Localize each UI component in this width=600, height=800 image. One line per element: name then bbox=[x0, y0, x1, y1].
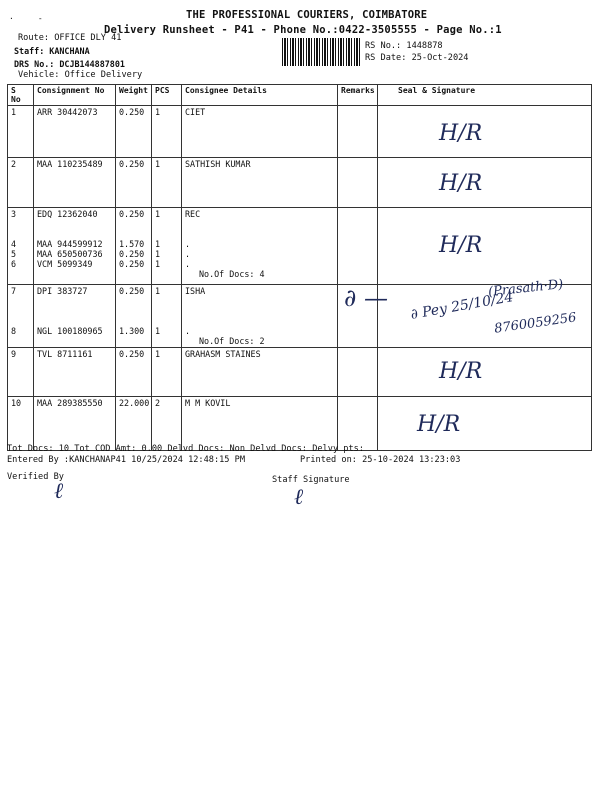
staff-text: Staff: KANCHANA bbox=[14, 46, 90, 56]
cell-line: 4 bbox=[11, 239, 17, 249]
handwritten-hr-signature: H/R bbox=[439, 171, 483, 196]
cell-line bbox=[37, 219, 112, 229]
cell-line: 0.250 bbox=[119, 159, 145, 169]
staff-signature-label: Staff Signature bbox=[272, 475, 350, 485]
cell-line bbox=[119, 296, 148, 306]
cell-line: 1.570 bbox=[119, 239, 145, 249]
cell-line: 8 bbox=[11, 326, 17, 336]
cell-cons bbox=[34, 348, 116, 397]
cell-pcs bbox=[152, 158, 182, 208]
col-seal-signature: Seal & Signature bbox=[378, 85, 592, 106]
cell-line: SATHISH KUMAR bbox=[185, 159, 251, 169]
cell-line bbox=[11, 316, 30, 326]
col-pcs: PCS bbox=[152, 85, 182, 106]
cell-details bbox=[182, 348, 338, 397]
cell-sno bbox=[8, 285, 34, 348]
cell-line bbox=[155, 316, 178, 326]
cell-weight bbox=[116, 397, 152, 451]
cell-sno bbox=[8, 158, 34, 208]
cell-details bbox=[182, 285, 338, 348]
cell-line bbox=[37, 306, 112, 316]
cell-line: 2 bbox=[155, 398, 161, 408]
cell-line bbox=[37, 229, 112, 239]
cell-line bbox=[37, 316, 112, 326]
cell-pcs bbox=[152, 397, 182, 451]
runsheet-table bbox=[7, 84, 592, 451]
cell-line: 1 bbox=[155, 107, 161, 117]
cell-remarks bbox=[338, 106, 378, 158]
cell-cons bbox=[34, 106, 116, 158]
cell-line bbox=[11, 306, 30, 316]
cell-line: 0.250 bbox=[119, 349, 145, 359]
cell-line bbox=[155, 229, 178, 239]
rs-date: RS Date: 25-Oct-2024 bbox=[365, 53, 469, 63]
table-row bbox=[8, 158, 592, 208]
route-text: Route: OFFICE DLY 41 bbox=[18, 33, 122, 43]
cell-remarks bbox=[338, 397, 378, 451]
cell-line bbox=[185, 296, 334, 306]
cell-line: . bbox=[185, 326, 191, 336]
cell-cons bbox=[34, 158, 116, 208]
drs-number: DRS No.: DCJB144887801 bbox=[14, 59, 125, 69]
dot-mark: · - bbox=[9, 14, 43, 23]
printed-on: Printed on: 25-10-2024 13:23:03 bbox=[300, 455, 461, 465]
cell-line: 0.250 bbox=[119, 209, 145, 219]
cell-line: CIET bbox=[185, 107, 206, 117]
table-row bbox=[8, 106, 592, 158]
verified-by-label: Verified By bbox=[7, 472, 64, 482]
handwritten-hr-signature: H/R bbox=[417, 412, 461, 437]
cell-line bbox=[185, 219, 334, 229]
cell-line bbox=[185, 306, 334, 316]
cell-line: MAA 110235489 bbox=[37, 159, 103, 169]
cell-line: 1 bbox=[155, 209, 161, 219]
col-remarks: Remarks bbox=[338, 85, 378, 106]
cell-line: EDQ 12362040 bbox=[37, 209, 98, 219]
cell-line: 6 bbox=[11, 259, 17, 269]
isha-sig-line2: ∂ Pey 25/10/24 bbox=[409, 289, 515, 323]
cell-line: 0.250 bbox=[119, 249, 145, 259]
cell-line: 9 bbox=[11, 349, 17, 359]
cell-remarks bbox=[338, 348, 378, 397]
cell-weight bbox=[116, 106, 152, 158]
table-row bbox=[8, 348, 592, 397]
cell-details bbox=[182, 397, 338, 451]
cell-line: 0.250 bbox=[119, 286, 145, 296]
cell-cons bbox=[34, 285, 116, 348]
cell-weight bbox=[116, 158, 152, 208]
isha-sig-line3: 8760059256 bbox=[493, 310, 578, 337]
cell-line: 22.000 bbox=[119, 398, 150, 408]
rs-number: RS No.: 1448878 bbox=[365, 41, 443, 51]
cell-line: NGL 100180965 bbox=[37, 326, 103, 336]
cell-line bbox=[119, 229, 148, 239]
cell-line: MAA 289385550 bbox=[37, 398, 103, 408]
cell-line: 1 bbox=[155, 349, 161, 359]
cell-seal-signature bbox=[378, 348, 592, 397]
cell-line: 1 bbox=[11, 107, 17, 117]
cell-line bbox=[119, 219, 148, 229]
cell-line: 1 bbox=[155, 239, 161, 249]
cell-line: 1 bbox=[155, 159, 161, 169]
cell-weight bbox=[116, 208, 152, 285]
cell-line: 0.250 bbox=[119, 259, 145, 269]
cell-line: 1 bbox=[155, 326, 161, 336]
cell-line: M M KOVIL bbox=[185, 398, 231, 408]
cell-line: ARR 30442073 bbox=[37, 107, 98, 117]
cell-line: . bbox=[185, 249, 191, 259]
cell-line bbox=[155, 306, 178, 316]
col-weight: Weight bbox=[116, 85, 152, 106]
cell-seal-signature bbox=[378, 397, 592, 451]
vehicle-text: Vehicle: Office Delivery bbox=[18, 70, 143, 80]
cell-line: 0.250 bbox=[119, 107, 145, 117]
handwritten-hr-signature: H/R bbox=[439, 233, 483, 258]
cell-line: ISHA bbox=[185, 286, 206, 296]
table-row bbox=[8, 208, 592, 285]
cell-line: . bbox=[185, 259, 191, 269]
cell-cons bbox=[34, 397, 116, 451]
cell-pcs bbox=[152, 208, 182, 285]
handwritten-hr-signature: H/R bbox=[439, 359, 483, 384]
cell-pcs bbox=[152, 285, 182, 348]
cell-line bbox=[11, 219, 30, 229]
cell-line: 1 bbox=[155, 249, 161, 259]
cell-sno bbox=[8, 397, 34, 451]
cell-line: 1.300 bbox=[119, 326, 145, 336]
cell-line: 10 bbox=[11, 398, 22, 408]
col-sno: S No bbox=[8, 85, 34, 106]
entered-by: Entered By :KANCHANAP41 10/25/2024 12:48:15 PM bbox=[7, 455, 245, 465]
cell-line: 1 bbox=[155, 259, 161, 269]
cell-line bbox=[119, 306, 148, 316]
cell-line: 1 bbox=[155, 286, 161, 296]
cell-line: . bbox=[185, 239, 191, 249]
cell-line: REC bbox=[185, 209, 201, 219]
cell-line: VCM 5099349 bbox=[37, 259, 93, 269]
isha-sig-line1: (Prasath·D) bbox=[487, 277, 565, 300]
cell-line bbox=[155, 296, 178, 306]
cell-seal-signature bbox=[378, 158, 592, 208]
cell-sno bbox=[8, 106, 34, 158]
cell-line bbox=[11, 296, 30, 306]
cell-sno bbox=[8, 208, 34, 285]
cell-line: 2 bbox=[11, 159, 17, 169]
cell-seal-signature bbox=[378, 106, 592, 158]
table-header-row bbox=[8, 85, 592, 106]
cell-sno bbox=[8, 348, 34, 397]
cell-cons bbox=[34, 208, 116, 285]
cell-line bbox=[185, 229, 334, 239]
cell-line: MAA 650500736 bbox=[37, 249, 103, 259]
isha-remark-mark: ∂ — bbox=[344, 284, 389, 312]
cell-line bbox=[11, 229, 30, 239]
cell-line: 5 bbox=[11, 249, 17, 259]
cell-line: DPI 383727 bbox=[37, 286, 88, 296]
cell-details bbox=[182, 208, 338, 285]
cell-line: 3 bbox=[11, 209, 17, 219]
cell-seal-signature bbox=[378, 208, 592, 285]
handwritten-hr-signature: H/R bbox=[439, 121, 483, 146]
cell-pcs bbox=[152, 348, 182, 397]
cell-line bbox=[37, 296, 112, 306]
cell-line bbox=[185, 316, 334, 326]
barcode bbox=[282, 38, 360, 66]
cell-line: MAA 944599912 bbox=[37, 239, 103, 249]
runsheet-line: Delivery Runsheet - P41 - Phone No.:0422-3505555 - Page No.:1 bbox=[104, 24, 502, 36]
col-consignment: Consignment No bbox=[34, 85, 116, 106]
cell-line bbox=[119, 316, 148, 326]
cell-line: 7 bbox=[11, 286, 17, 296]
col-consignee: Consignee Details bbox=[182, 85, 338, 106]
cell-details bbox=[182, 106, 338, 158]
staff-signature-mark: ℓ bbox=[294, 485, 304, 510]
cell-remarks bbox=[338, 208, 378, 285]
cell-line: TVL 8711161 bbox=[37, 349, 93, 359]
cell-line bbox=[155, 219, 178, 229]
totals-line: Tot Docs: 10 Tot COD Amt: 0.00 Delvd Docs: Non Delvd Docs: Delvy pts: bbox=[7, 444, 364, 454]
cell-details bbox=[182, 158, 338, 208]
cell-remarks bbox=[338, 158, 378, 208]
table-row bbox=[8, 397, 592, 451]
cell-weight bbox=[116, 285, 152, 348]
cell-weight bbox=[116, 348, 152, 397]
no-of-docs: No.Of Docs: 2 bbox=[199, 336, 265, 346]
cell-pcs bbox=[152, 106, 182, 158]
company-title: THE PROFESSIONAL COURIERS, COIMBATORE bbox=[186, 9, 428, 21]
cell-line: GRAHASM STAINES bbox=[185, 349, 261, 359]
verified-signature-mark: ℓ bbox=[54, 479, 64, 504]
no-of-docs: No.Of Docs: 4 bbox=[199, 269, 265, 279]
